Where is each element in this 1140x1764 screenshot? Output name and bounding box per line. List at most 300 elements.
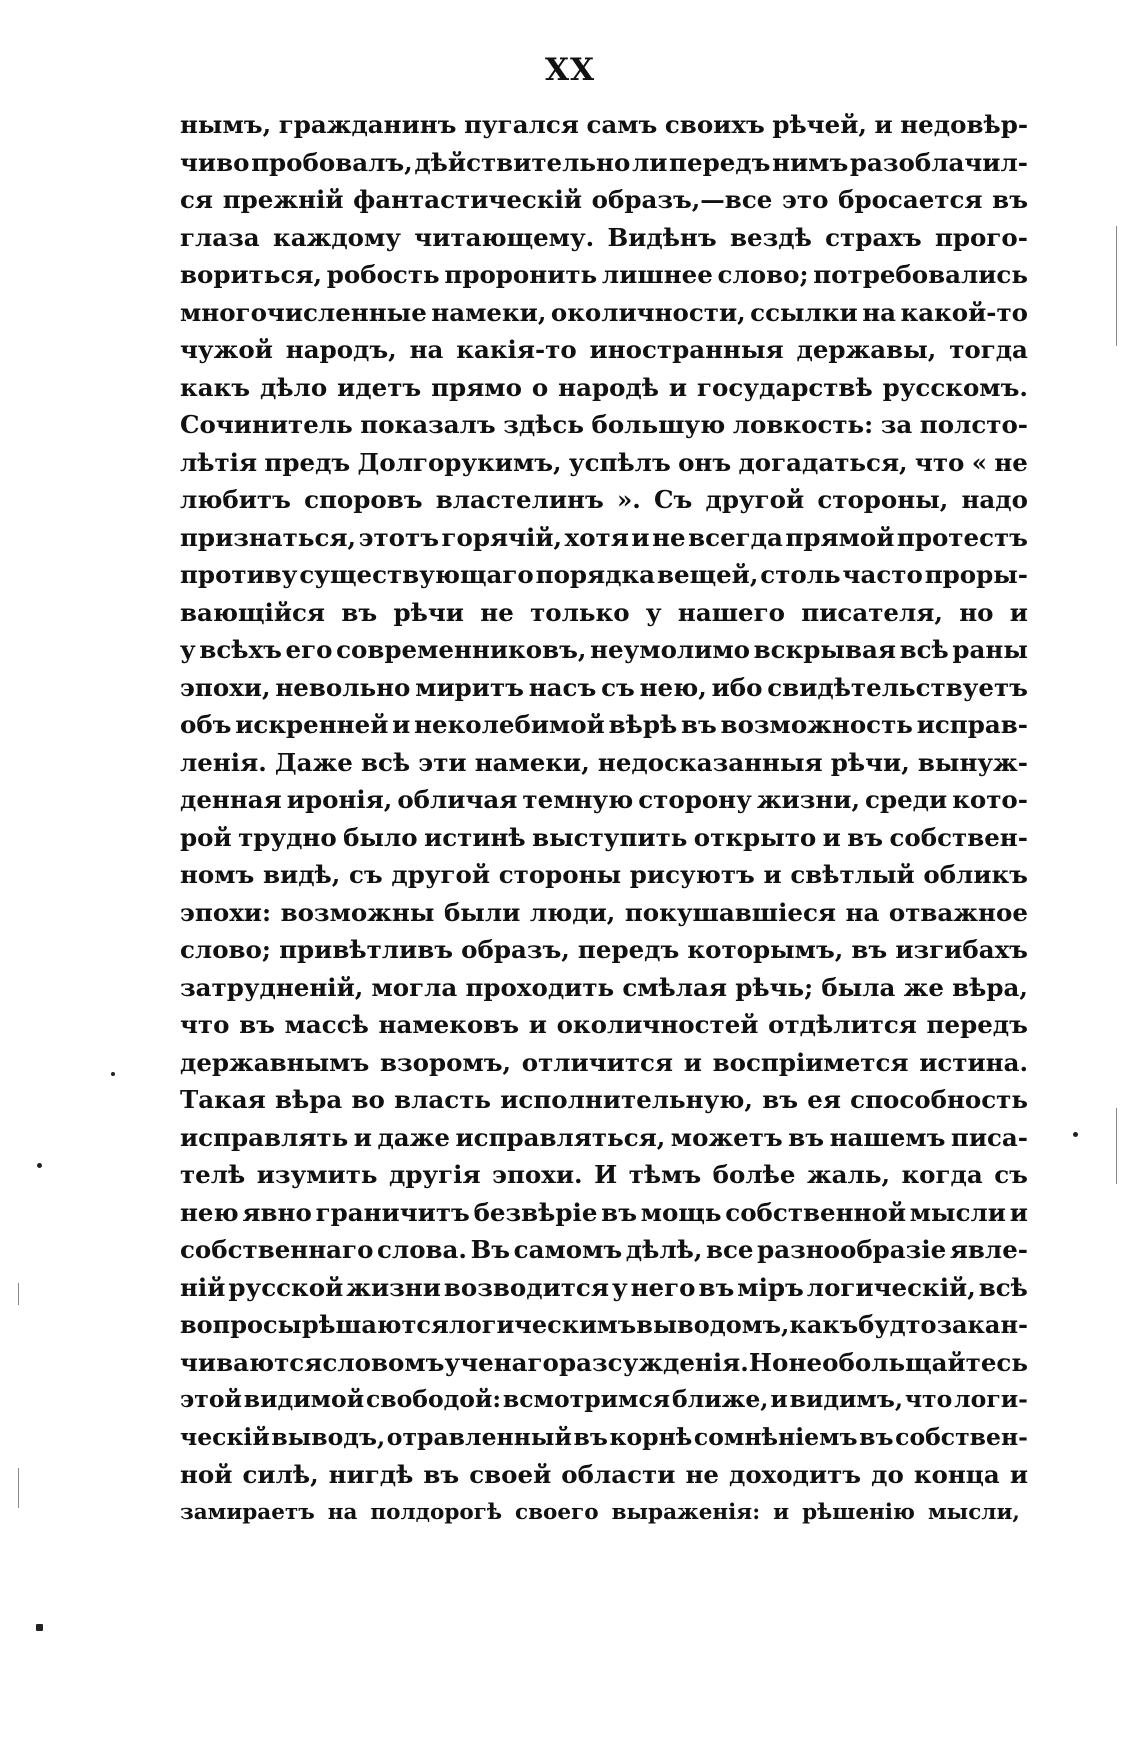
word: своей (469, 1460, 552, 1489)
word: нимъ (772, 147, 849, 177)
word: какія-то (456, 335, 577, 364)
word: телѣ (180, 1160, 246, 1189)
word: выводомъ, (636, 1310, 790, 1339)
word: на (409, 335, 444, 364)
word: въ (851, 935, 888, 964)
word: выступить (532, 822, 688, 852)
word: вездѣ (730, 222, 812, 252)
text-line (180, 144, 1028, 182)
word: образъ, (461, 935, 570, 964)
word: этотъ (358, 522, 439, 552)
word: современниковъ, (336, 635, 587, 664)
word: ея (807, 1085, 841, 1114)
scan-edge-mark (18, 1468, 19, 1508)
word: полсто- (919, 410, 1028, 439)
word: тогда (949, 335, 1028, 364)
word: околичности, (550, 297, 746, 327)
word: силѣ, (242, 1460, 319, 1489)
word: въ (788, 1122, 825, 1152)
word: этой (180, 1385, 242, 1413)
word: вающійся (180, 597, 326, 627)
word: темную (522, 785, 634, 814)
word: у (645, 597, 662, 627)
word: гражданинъ (278, 110, 457, 139)
word: было (343, 822, 418, 852)
word: среди (865, 785, 948, 814)
text-line (180, 556, 1028, 594)
text-line (180, 856, 1028, 894)
word: истина. (919, 1047, 1028, 1077)
word: не (788, 1347, 823, 1377)
word: видимъ, (789, 1385, 904, 1413)
word: часто (842, 560, 923, 589)
word: дѣйствительно (414, 147, 631, 177)
word: вѣрѣ (608, 710, 678, 739)
word: неколебимой (414, 710, 605, 739)
word: въ (859, 1422, 894, 1451)
word: нымъ, (180, 110, 272, 139)
word: сторону (638, 785, 752, 814)
word: идетъ (337, 372, 422, 402)
word: намековъ (378, 1010, 520, 1039)
word: и (631, 522, 650, 552)
text-line (180, 519, 1028, 557)
word: нею (180, 1197, 239, 1227)
word: государствѣ (697, 372, 873, 402)
word: противу (180, 560, 298, 589)
text-line (180, 256, 1028, 294)
word: ближе, (671, 1385, 769, 1413)
word: Но (748, 1347, 789, 1377)
word: въ (423, 1460, 460, 1489)
word: передъ (926, 1010, 1028, 1039)
word: читающему. (414, 222, 595, 252)
word: ной (180, 1460, 233, 1489)
word: жаль, (806, 1160, 890, 1189)
word: образъ,—все (591, 185, 773, 214)
text-line (180, 219, 1028, 257)
word: открыто (693, 822, 817, 852)
word: всѣ (360, 747, 411, 777)
word: съ (994, 1160, 1028, 1189)
text-line (180, 819, 1028, 857)
word: и (874, 110, 893, 139)
word: эти (418, 747, 467, 777)
word: какой-то (900, 297, 1028, 327)
word: граничитъ (315, 1197, 470, 1227)
word: дѣлѣ, (625, 1235, 703, 1264)
word: слово; (717, 260, 809, 289)
word: проронить (444, 260, 598, 289)
word: привѣтливъ (279, 935, 454, 964)
word: рѣчей, (772, 110, 867, 139)
word: жизни, (756, 785, 860, 814)
word: русской (228, 1272, 344, 1302)
text-line (180, 1419, 1028, 1457)
word: логическимъ (448, 1310, 637, 1339)
text-line (180, 406, 1028, 444)
word: выводъ, (271, 1422, 386, 1451)
word: проходить (465, 972, 615, 1002)
word: чиво (180, 147, 250, 177)
word: вопросы (180, 1310, 302, 1339)
print-speck (37, 1163, 42, 1168)
word: своихъ (664, 110, 765, 139)
word: видѣ, (263, 860, 341, 889)
word: слова. (377, 1235, 467, 1264)
word: собственнаго (180, 1235, 374, 1264)
word: болѣе (712, 1160, 796, 1189)
word: способность (850, 1085, 1028, 1114)
text-line (180, 294, 1028, 332)
word: стороны, (817, 485, 949, 514)
word: чужой (180, 335, 273, 364)
word: на (327, 1499, 358, 1525)
word: Сочинитель (180, 410, 353, 439)
word: всѣ (978, 1272, 1028, 1302)
word: насъ (528, 672, 597, 702)
word: хотя (564, 522, 629, 552)
text-line (180, 1344, 1028, 1382)
word: обольщайтесь (822, 1347, 1028, 1377)
word: отважное (888, 897, 1028, 927)
word: сомнѣніемъ (693, 1422, 858, 1451)
word: Долгорукимъ, (357, 447, 562, 477)
word: области (561, 1460, 676, 1489)
word: самомъ (513, 1235, 623, 1264)
word: иностранныя (589, 335, 784, 364)
word: не (480, 597, 514, 627)
word: даже (377, 1122, 450, 1152)
word: изумить (256, 1160, 378, 1189)
word: разнообразіе (757, 1235, 947, 1264)
word: на (862, 297, 897, 327)
word: передъ (577, 935, 680, 964)
word: истинѣ (424, 822, 526, 852)
word: исправлять (180, 1122, 349, 1152)
word: столь (760, 560, 841, 589)
word: люди, (529, 897, 616, 927)
word: конца (913, 1460, 1000, 1489)
word: отдѣлится (768, 1010, 917, 1039)
word: исправ- (916, 710, 1028, 739)
word: объ (180, 710, 232, 739)
word: него (630, 1272, 696, 1302)
word: исполнительную, (500, 1085, 753, 1114)
word: околичностей (556, 1010, 759, 1039)
word: рисуютъ (629, 860, 755, 889)
word: вориться, (180, 260, 323, 289)
word: вынуж- (917, 747, 1028, 777)
word: другой (705, 485, 805, 514)
word: до (871, 1460, 904, 1489)
text-line (180, 1269, 1028, 1307)
print-speck (111, 1072, 115, 1076)
word: но (959, 597, 994, 627)
word: мощь (640, 1197, 722, 1227)
word: въ (992, 185, 1028, 214)
word: что (180, 1010, 230, 1039)
word: лѣтія (180, 447, 258, 477)
word: свидѣтельствуетъ (767, 672, 1028, 702)
word: жизни (346, 1272, 441, 1302)
word: эпохи: (180, 897, 272, 927)
word: иронія, (286, 785, 393, 814)
word: существующаго (299, 560, 534, 589)
word: ленія. (180, 747, 267, 777)
word: доходитъ (729, 1460, 862, 1489)
text-line (180, 669, 1028, 707)
text-line (180, 706, 1028, 744)
word: явно (242, 1197, 312, 1227)
word: нашего (677, 597, 785, 627)
word: прого- (934, 222, 1028, 252)
word: о (531, 372, 549, 402)
word: выраженія: (611, 1499, 761, 1525)
word: только (530, 597, 630, 627)
word: замираетъ (180, 1499, 315, 1525)
word: ссылки (750, 297, 858, 327)
word: любитъ (180, 485, 291, 514)
word: за (880, 410, 913, 439)
word: успѣлъ (568, 447, 671, 477)
word: своего (514, 1499, 599, 1525)
word: въ (341, 597, 378, 627)
word: съ (601, 672, 635, 702)
word: многочисленные (180, 297, 427, 327)
word: русскомъ. (882, 372, 1028, 402)
word: прямой (785, 522, 895, 552)
word: же (903, 972, 944, 1002)
word: предъ (264, 447, 351, 477)
word: горячій, (441, 522, 563, 552)
word: рѣчи, (830, 747, 910, 777)
word: слово; (180, 935, 271, 964)
word: логическій, (806, 1272, 976, 1302)
word: могла (371, 972, 458, 1002)
word: Въ (470, 1235, 511, 1264)
word: на (845, 897, 880, 927)
word: тѣмъ (628, 1160, 702, 1189)
word: пробовалъ, (251, 147, 413, 177)
word: робость (326, 260, 440, 289)
word: изгибахъ (895, 935, 1028, 964)
word: словомъ (322, 1347, 445, 1377)
word: державнымъ (180, 1047, 370, 1077)
word: « (971, 447, 988, 477)
word: и (392, 710, 411, 739)
word: Видѣнъ (607, 222, 717, 252)
word: намеки, (474, 747, 590, 777)
word: неумолимо (590, 635, 750, 664)
word: не (994, 447, 1028, 477)
word: недосказанныя (597, 747, 823, 777)
scan-edge-mark (1116, 1108, 1117, 1184)
word: властелинъ (435, 485, 604, 514)
word: можетъ (670, 1122, 783, 1152)
word: писа- (950, 1122, 1028, 1152)
word: ческій (180, 1422, 270, 1451)
word: трудно (238, 822, 337, 852)
word: ній (180, 1272, 226, 1302)
word: И (594, 1160, 618, 1189)
word: надо (961, 485, 1028, 514)
word: народъ, (285, 335, 397, 364)
text-line (180, 369, 1028, 407)
word: кото- (952, 785, 1028, 814)
word: ся (180, 185, 214, 214)
word: здѣсь (503, 410, 584, 439)
text-line (180, 744, 1028, 782)
word: явле- (949, 1235, 1028, 1264)
word: и (1009, 1460, 1028, 1489)
word: эпохи, (180, 672, 271, 702)
word: мысли (909, 1197, 1006, 1227)
word: въ (698, 1272, 735, 1302)
text-line (180, 481, 1028, 519)
text-line (180, 1381, 1028, 1419)
scan-edge-mark (18, 1283, 19, 1305)
text-line (180, 1119, 1028, 1157)
word: мысли, (927, 1499, 1020, 1525)
word: его (285, 635, 333, 664)
word: закан- (936, 1310, 1028, 1339)
word: показалъ (360, 410, 496, 439)
word: страхъ (825, 222, 922, 252)
word: въ (601, 1197, 637, 1227)
word: не (652, 522, 686, 552)
word: все (705, 1235, 754, 1264)
word: ловкость: (732, 410, 874, 439)
word: всмотримся (502, 1385, 671, 1413)
word: споровъ (304, 485, 423, 514)
word: разсужденія. (559, 1347, 749, 1377)
word: отравленный (386, 1422, 572, 1451)
word: потребовались (813, 260, 1028, 289)
word: и (1009, 1197, 1028, 1227)
word: логи- (954, 1385, 1028, 1413)
word: взоромъ, (379, 1047, 512, 1077)
word: безвѣріе (473, 1197, 598, 1227)
print-speck (36, 1624, 43, 1631)
word: нею, (639, 672, 707, 702)
text-line (180, 969, 1028, 1007)
word: возможность (720, 710, 913, 739)
word: Даже (274, 747, 353, 777)
word: въ (762, 1085, 799, 1114)
scan-edge-mark (1116, 226, 1117, 346)
word: обличая (397, 785, 518, 814)
word: у (180, 635, 196, 664)
text-line (180, 781, 1028, 819)
word: всѣхъ (199, 635, 282, 664)
word: фантастическій (353, 185, 582, 214)
word: во (351, 1085, 385, 1114)
text-line (180, 1456, 1028, 1494)
word: порядка (535, 560, 656, 589)
word: всегда (688, 522, 783, 552)
word: власть (394, 1085, 492, 1114)
word: какъ (180, 372, 251, 402)
word: другія (389, 1160, 481, 1189)
text-line (180, 106, 1028, 144)
word: прежній (222, 185, 344, 214)
word: ученаго (444, 1347, 559, 1377)
word: рѣчи (393, 597, 464, 627)
word: признаться, (180, 522, 357, 552)
word: вещей, (656, 560, 759, 589)
word: вскрывая (753, 635, 896, 664)
text-line (180, 1006, 1028, 1044)
word: и (773, 1499, 790, 1525)
word: и (770, 1385, 788, 1413)
text-line (180, 594, 1028, 632)
word: въ (239, 1010, 275, 1039)
word: вѣра (275, 1085, 343, 1114)
word: и (528, 1010, 547, 1039)
word: въ (847, 822, 884, 852)
word: корнѣ (609, 1422, 693, 1451)
text-line (180, 1494, 1028, 1532)
word: и (822, 822, 841, 852)
word: ибо (711, 672, 763, 702)
word: денная (180, 785, 282, 814)
word: чиваются (180, 1347, 323, 1377)
text-line (180, 1231, 1028, 1269)
word: стороны (498, 860, 622, 889)
text-line (180, 1081, 1028, 1119)
word: которымъ, (687, 935, 844, 964)
text-line (180, 631, 1028, 669)
text-line (180, 894, 1028, 932)
word: видимой (243, 1385, 365, 1413)
text-line (180, 331, 1028, 369)
word: онъ (678, 447, 732, 477)
word: проры- (924, 560, 1028, 589)
word: державы, (796, 335, 937, 364)
word: свѣтлый (790, 860, 915, 889)
word: и (353, 1122, 372, 1152)
word: намеки, (431, 297, 547, 327)
word: раны (952, 635, 1028, 664)
word: массѣ (284, 1010, 369, 1039)
text-line (180, 1194, 1028, 1232)
word: и (763, 860, 782, 889)
word: рой (180, 822, 232, 852)
word: рѣчь; (735, 972, 814, 1002)
word: и (1009, 597, 1028, 627)
word: въ (573, 1422, 608, 1451)
word: исправляться, (455, 1122, 666, 1152)
word: ли (631, 147, 668, 177)
page-number: XX (544, 52, 596, 88)
body-text (180, 106, 1028, 1531)
word: у (611, 1272, 628, 1302)
word: міръ (737, 1272, 804, 1302)
word: не (685, 1460, 719, 1489)
word: это (782, 185, 829, 214)
word: Съ (654, 485, 693, 514)
word: писателя, (801, 597, 943, 627)
word: самъ (586, 110, 658, 139)
word: собственной (725, 1197, 906, 1227)
word: бросается (838, 185, 983, 214)
word: покушавшіеся (624, 897, 836, 927)
text-line (180, 931, 1028, 969)
word: лишнее (601, 260, 713, 289)
word: народѣ (558, 372, 659, 402)
word: прямо (431, 372, 522, 402)
